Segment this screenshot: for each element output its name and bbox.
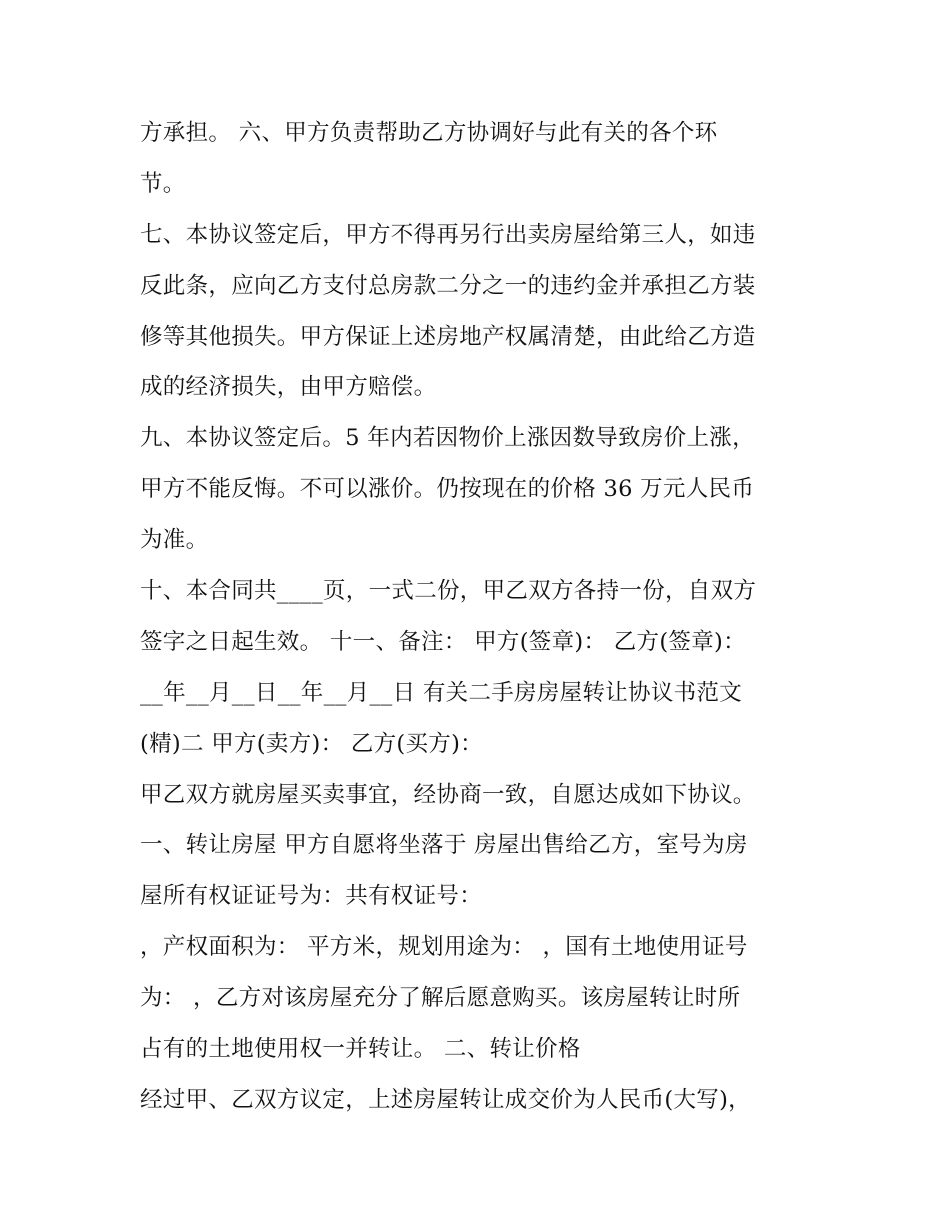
text-line: __年__月__日__年__月__日 有关二手房房屋转让协议书范文 (140, 679, 743, 706)
text-line: 经过甲、乙双方议定，上述房屋转让成交价为人民币(大写)， (140, 1086, 751, 1113)
text-line: 甲方不能反悔。不可以涨价。仍按现在的价格 36 万元人民币 (140, 476, 755, 503)
text-line: 修等其他损失。甲方保证上述房地产权属清楚，由此给乙方造 (140, 323, 756, 350)
text-line: 为准。 (140, 527, 209, 554)
text-line: 节。 (140, 170, 186, 197)
text-line: 一、转让房屋 甲方自愿将坐落于 房屋出售给乙方，室号为房 (140, 832, 748, 859)
text-line: 反此条，应向乙方支付总房款二分之一的违约金并承担乙方装 (140, 272, 756, 299)
text-line: 九、本协议签定后。5 年内若因物价上涨因数导致房价上涨， (140, 425, 755, 452)
text-line: 七、本协议签定后，甲方不得再另行出卖房屋给第三人，如违 (140, 221, 756, 248)
text-line: 方承担。 六、甲方负责帮助乙方协调好与此有关的各个环 (140, 120, 718, 146)
text-line: 签字之日起生效。 十一、备注： 甲方(签章)： 乙方(签章)： (140, 628, 746, 655)
text-line: 占有的土地使用权一并转让。 二、转让价格 (140, 1036, 581, 1063)
text-line: 为： ，乙方对该房屋充分了解后愿意购买。该房屋转让时所 (140, 985, 741, 1012)
text-line: ，产权面积为： 平方米，规划用途为： ，国有土地使用证号 (140, 934, 748, 961)
document-body (140, 108, 830, 1126)
text-line: 成的经济损失，由甲方赔偿。 (140, 374, 437, 401)
text-line: 屋所有权证证号为：共有权证号： (140, 883, 483, 910)
text-line: 甲乙双方就房屋买卖事宜，经协商一致，自愿达成如下协议。 (140, 781, 756, 808)
text-line: 十、本合同共____页，一式二份，甲乙双方各持一份，自双方 (140, 578, 757, 605)
text-line: (精)二 甲方(卖方)： 乙方(买方)： (140, 730, 483, 757)
